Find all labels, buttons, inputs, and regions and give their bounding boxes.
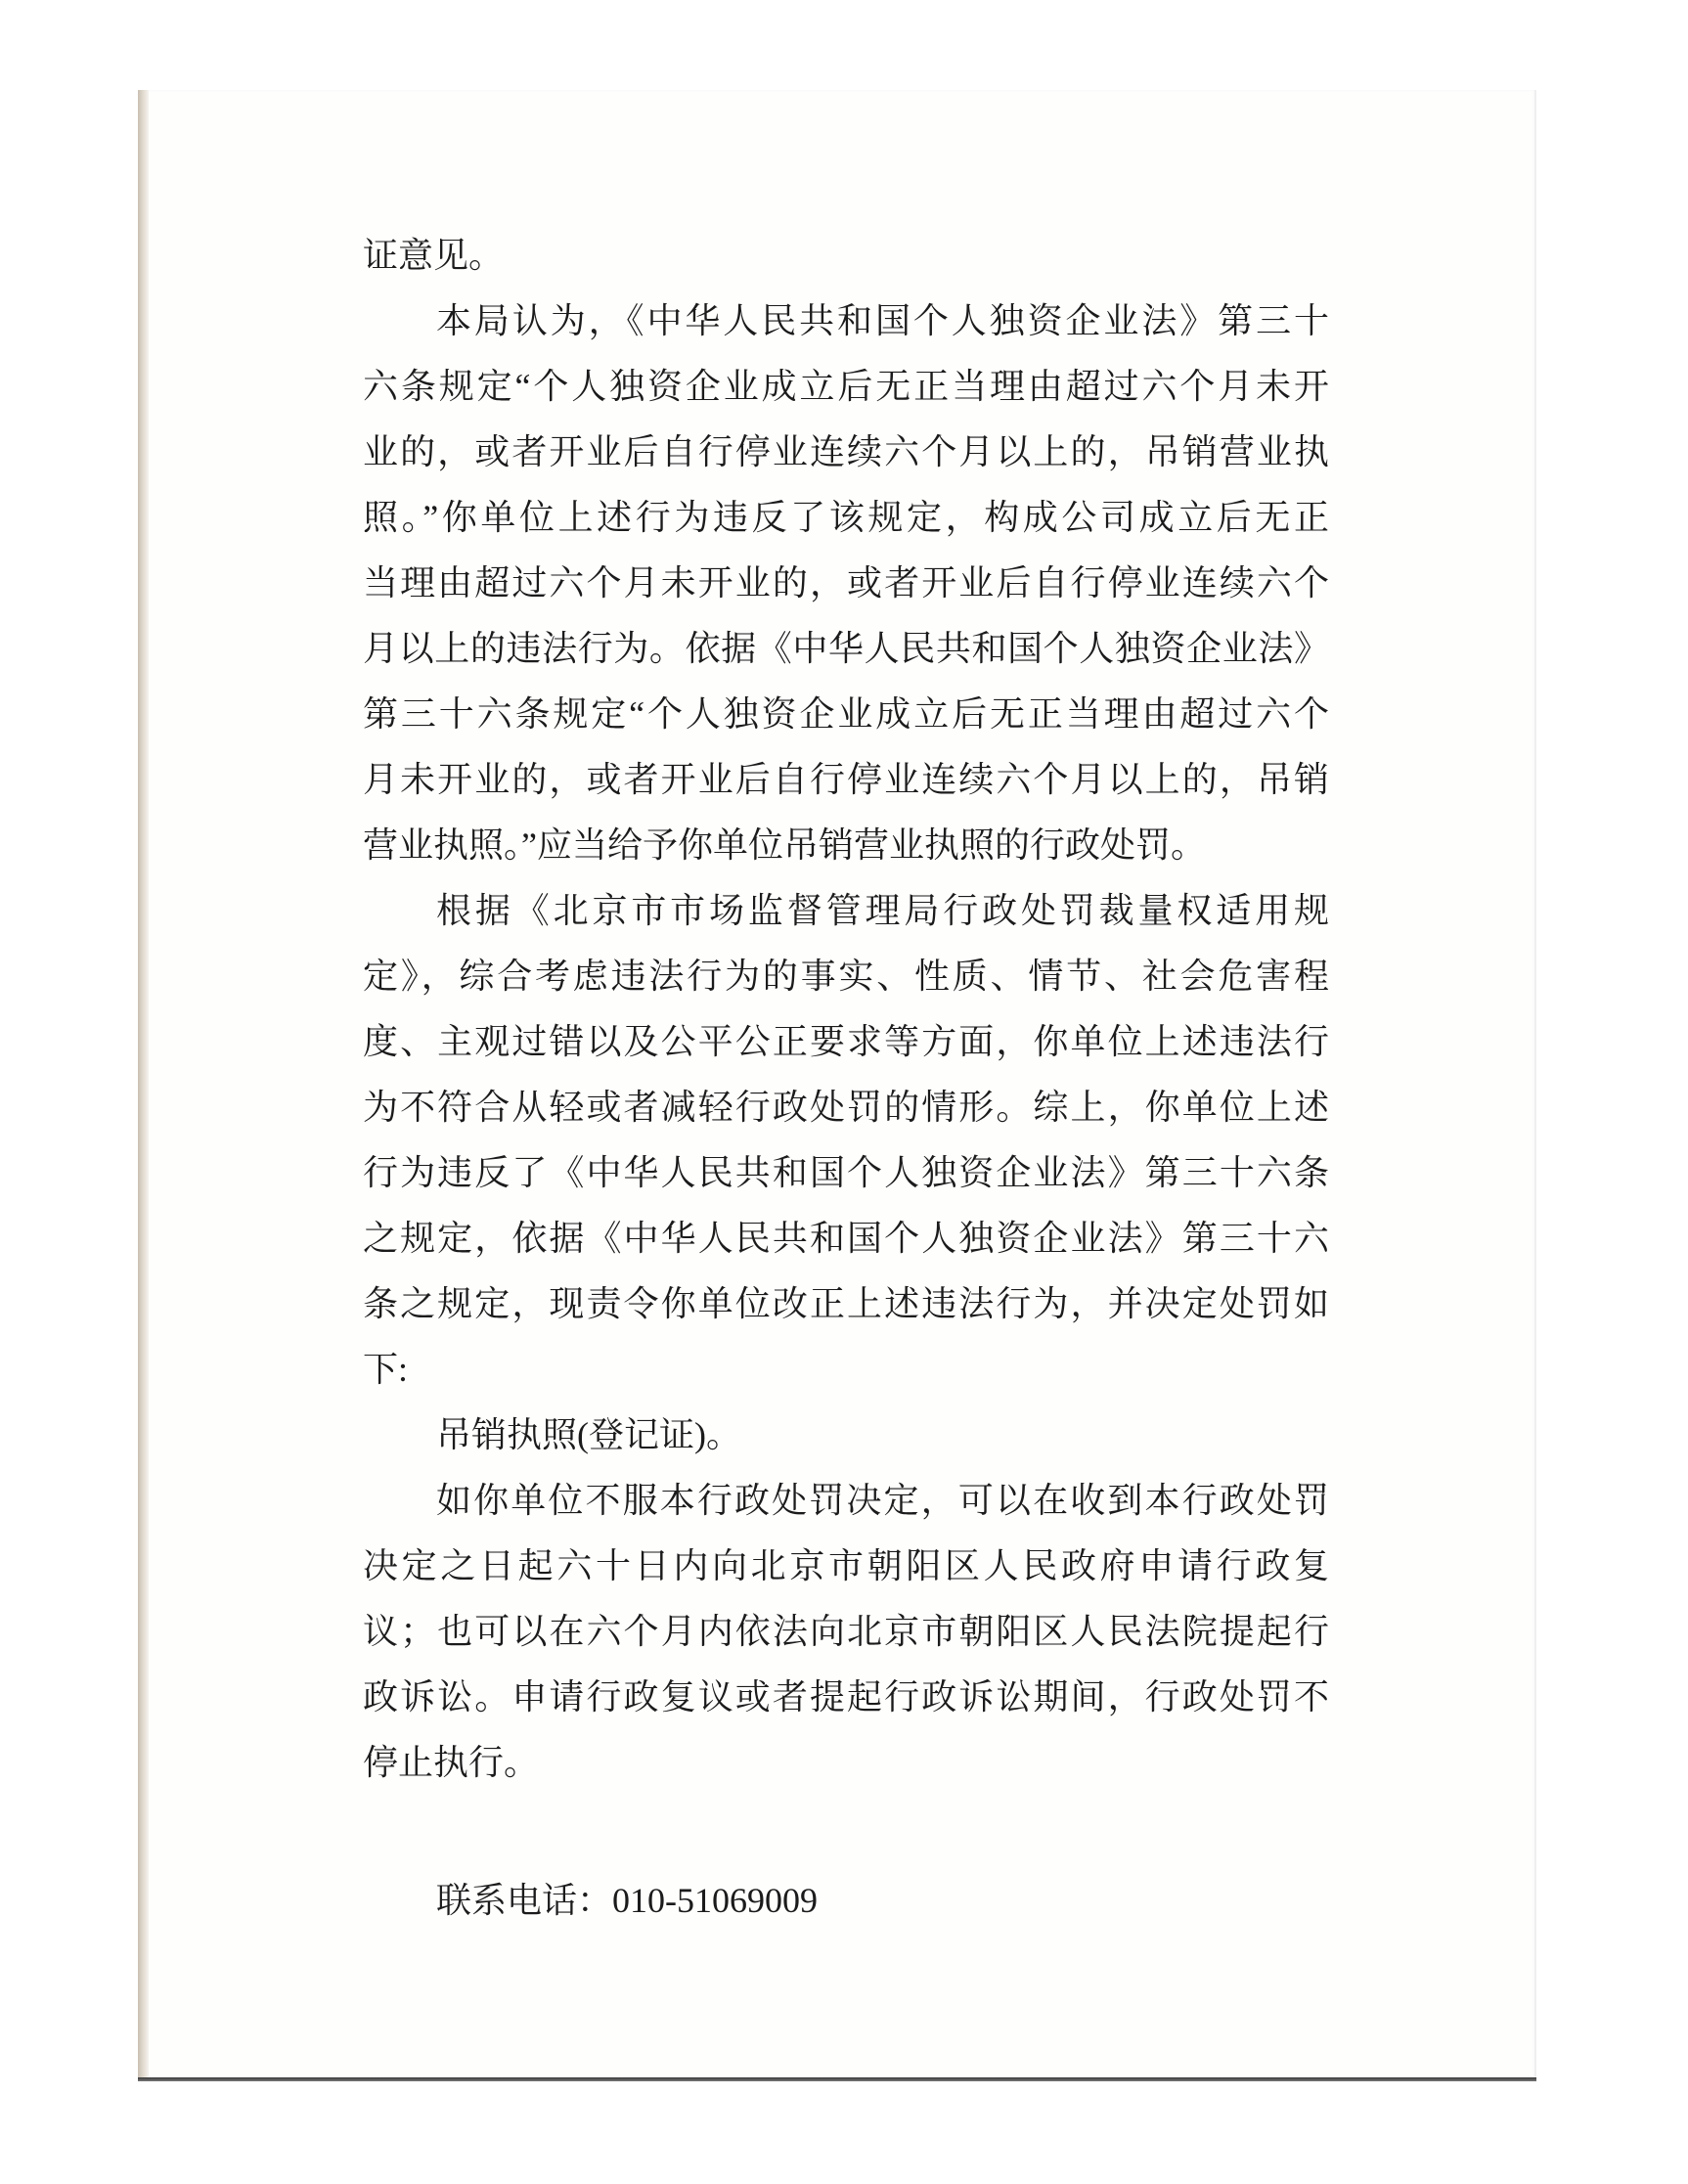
text-line: 月未开业的，或者开业后自行停业连续六个月以上的，吊销 bbox=[363, 760, 1329, 799]
contact-phone-label: 联系电话： bbox=[436, 1881, 613, 1920]
paper-right-edge bbox=[1534, 90, 1536, 2081]
text-line: 业的，或者开业后自行停业连续六个月以上的，吊销营业执 bbox=[363, 432, 1329, 471]
paragraph-legal-basis bbox=[363, 289, 1329, 878]
text-line: 定》，综合考虑违法行为的事实、性质、情节、社会危害程 bbox=[363, 957, 1329, 996]
text-line: 为不符合从轻或者减轻行政处罚的情形。综上，你单位上述 bbox=[363, 1088, 1329, 1127]
text-line: 吊销执照(登记证)。 bbox=[436, 1415, 741, 1454]
text-line: 月以上的违法行为。依据《中华人民共和国个人独资企业法》 bbox=[363, 629, 1329, 668]
text-line: 本局认为，《中华人民共和国个人独资企业法》第三十 bbox=[436, 301, 1329, 340]
text-line: 第三十六条规定“个人独资企业成立后无正当理由超过六个 bbox=[363, 694, 1329, 734]
text-line: 决定之日起六十日内向北京市朝阳区人民政府申请行政复 bbox=[363, 1546, 1329, 1585]
text-line: 下: bbox=[363, 1350, 409, 1389]
text-line: 根据《北京市市场监督管理局行政处罚裁量权适用规 bbox=[436, 891, 1329, 930]
paragraph-discretion bbox=[363, 878, 1329, 1403]
text-line: 证意见。 bbox=[363, 236, 505, 275]
contact-phone-line bbox=[436, 1868, 1329, 1934]
text-line: 议；也可以在六个月内依法向北京市朝阳区人民法院提起行 bbox=[363, 1612, 1329, 1651]
text-line: 照。”你单位上述行为违反了该规定，构成公司成立后无正 bbox=[363, 498, 1329, 537]
text-line: 停止执行。 bbox=[363, 1743, 540, 1782]
document-body bbox=[363, 223, 1329, 1934]
paper-left-edge bbox=[138, 90, 149, 2081]
paper-bottom-edge bbox=[138, 2077, 1536, 2081]
contact-phone-number: 010-51069009 bbox=[612, 1881, 819, 1920]
text-line: 度、主观过错以及公平公正要求等方面，你单位上述违法行 bbox=[363, 1022, 1329, 1061]
text-line: 如你单位不服本行政处罚决定，可以在收到本行政处罚 bbox=[436, 1481, 1329, 1520]
text-line: 当理由超过六个月未开业的，或者开业后自行停业连续六个 bbox=[363, 563, 1329, 602]
text-line: 营业执照。”应当给予你单位吊销营业执照的行政处罚。 bbox=[363, 825, 1206, 865]
text-line: 政诉讼。申请行政复议或者提起行政诉讼期间，行政处罚不 bbox=[363, 1677, 1329, 1716]
paragraph-penalty bbox=[363, 1403, 1329, 1468]
text-line: 六条规定“个人独资企业成立后无正当理由超过六个月未开 bbox=[363, 367, 1329, 406]
paragraph-continuation bbox=[363, 223, 1329, 289]
text-line: 行为违反了《中华人民共和国个人独资企业法》第三十六条 bbox=[363, 1153, 1329, 1192]
text-line: 之规定，依据《中华人民共和国个人独资企业法》第三十六 bbox=[363, 1219, 1329, 1258]
text-line: 条之规定，现责令你单位改正上述违法行为，并决定处罚如 bbox=[363, 1284, 1329, 1323]
paragraph-appeal-rights bbox=[363, 1468, 1329, 1796]
